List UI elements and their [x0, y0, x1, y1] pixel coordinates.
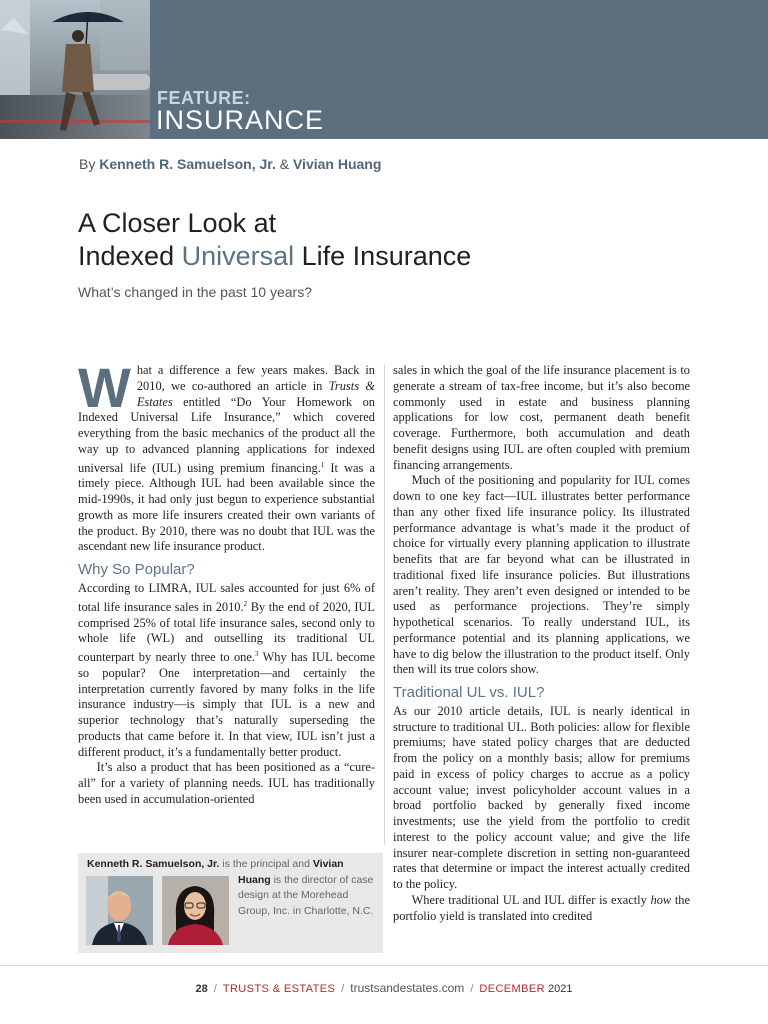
- paragraph-positioning: Much of the positioning and popularity for IUL comes down to one key fact—IUL illustrates better performance than any other fixed life insurance policy. Its illustrated performance advantage is what’s made it the product of choice for virtually every planning application to illustrate benefits that are far beyond what can be illustrated in traditional fixed life insurance policies. But illustrations aren’t reality. They aren’t even designed or intended to be used as performance projections. They’re simply hypothetical scenarios. To really understand IUL, its performance potential and its planning applications, we have to dig below the illustration to the product itself. Only then will its true colors show.: [393, 473, 690, 677]
- page-footer: [0, 981, 768, 995]
- paragraph-cure-all: It’s also a product that has been positioned as a “cure-all” for a variety of planning needs. IUL has traditionally been used in accumulation-oriented: [78, 760, 375, 806]
- issue-month: DECEMBER: [479, 983, 545, 995]
- footer-rule: [0, 965, 768, 966]
- section-kicker: FEATURE:: [157, 88, 251, 108]
- paragraph-differ: Where traditional UL and IUL differ is exactly how the portfolio yield is translated into credited: [393, 892, 690, 923]
- footer-separator: /: [341, 983, 345, 995]
- footnote-ref-1: 1: [320, 460, 325, 469]
- footnote-ref-3: 3: [254, 650, 259, 658]
- bio-name-2b: Huang: [238, 873, 271, 886]
- publication-name: TRUSTS & ESTATES: [222, 983, 336, 995]
- byline: [79, 156, 381, 172]
- footnote-ref-2: 2: [243, 599, 248, 608]
- byline-author-1: Kenneth R. Samuelson, Jr.: [99, 156, 276, 172]
- publication-url: trustsandestates.com: [350, 981, 465, 995]
- body-column-left: [78, 356, 375, 808]
- article-headline: [78, 207, 471, 273]
- bio-continuation: Huang is the director of case design at the Morehead Group, Inc. in Charlotte, N.C.: [238, 873, 374, 917]
- page-number: 28: [195, 983, 208, 995]
- body-column-right: [393, 363, 690, 924]
- author-portrait-samuelson: [86, 876, 153, 945]
- section-name: INSURANCE: [156, 105, 325, 135]
- intro-paragraph: What a difference a few years makes. Back in 2010, we co-authored an article in Trusts & Estates entitled “Do Your Homework on Indexed Universal Life Insurance,” which covered everything from the basic mechanics of the product all the way up to advanced planning applications for indexed universal life (IUL) using premium financing.$^1$ It was a timely piece. Although IUL had been available since the mid-1990s, it had only just begun to experience substantial growth as more life insurers created their own variants of the product. By 2010, there was no doubt that IUL was the ascendant new life insurance product.: [78, 356, 375, 554]
- headline-line-2-end: Life Insurance: [294, 241, 472, 271]
- drop-cap: W: [78, 356, 131, 419]
- paragraph-structure: As our 2010 article details, IUL is nearly identical in structure to traditional UL. Both policies: allow for flexible premiums; have stated policy charges that are deducted from the policy on a monthly basis; allow for premiums paid in excess of policy charges to accrue as a policy account value; invest policyholder account values in a broad portfolio backed by generally fixed income investments; use the yield from the portfolio to credit interest to the policy account value; and give the life insurer near-complete discretion in setting non-guaranteed rates that determine or impact the interest actually credited to the policy.: [393, 703, 690, 891]
- author-portrait-huang: [162, 876, 229, 945]
- headline-line-1: A Closer Look at: [78, 208, 277, 238]
- author-bio-text: Kenneth R. Samuelson, Jr. is the principal and Vivian Huang is the director of case design at the Morehead Group, Inc. in Charlotte, N.C.: [87, 857, 375, 919]
- column-divider: [384, 365, 385, 845]
- footer-separator: /: [470, 983, 474, 995]
- byline-author-2: Vivian Huang: [292, 156, 382, 172]
- paragraph-sales: sales in which the goal of the life insurance placement is to generate a stream of tax-free income, but it’s also become commonly used in estate and business planning applications for low cost, permanent death benefit coverage. Furthermore, both accumulation and death benefit designs using IUL are often coupled with premium financing arrangements.: [393, 363, 690, 472]
- paragraph-limra: According to LIMRA, IUL sales accounted for just 6% of total life insurance sales in 2010.$^2$ By the end of 2020, IUL comprised 25% of total life insurance sales, second only to whole life (WL) and outselling its traditional UL counterpart by nearly three to one.$^3$ Why has IUL become so popular? One interpretation—and certainly the interpretation currently favored by many folks in the life insurance industry—is simply that IUL is a new and superior technology that’s naturally superseding the products that came before it. In that view, IUL isn’t just a different product, it’s a fundamentally better product.: [78, 580, 375, 759]
- byline-prefix: By: [79, 156, 96, 172]
- issue-year: 2021: [547, 983, 573, 995]
- subhead-traditional-ul: Traditional UL vs. IUL?: [393, 684, 545, 701]
- headline-line-2-start: Indexed: [78, 241, 182, 271]
- bio-name-1: Kenneth R. Samuelson, Jr.: [87, 858, 220, 870]
- bio-name-2a: Vivian: [312, 858, 344, 870]
- footer-separator: /: [213, 983, 217, 995]
- headline-accent-word: Universal: [181, 241, 295, 271]
- article-deck: What’s changed in the past 10 years?: [78, 284, 313, 300]
- byline-joiner: &: [279, 156, 290, 172]
- pedestrian-with-umbrella-photo: [0, 0, 150, 139]
- subhead-why-so-popular: Why So Popular?: [78, 561, 195, 579]
